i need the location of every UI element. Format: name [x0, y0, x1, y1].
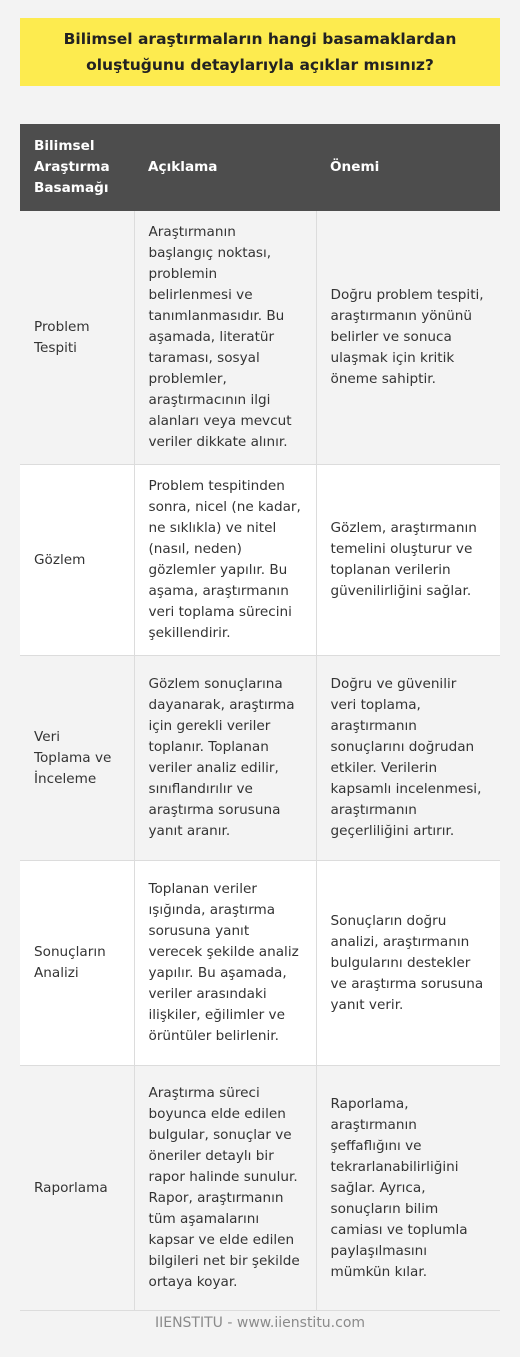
- step-cell: Raporlama: [20, 1066, 134, 1311]
- header-step: Bilimsel Araştırma Basamağı: [20, 124, 134, 211]
- step-cell: Sonuçların Analizi: [20, 861, 134, 1066]
- table-row: [20, 861, 500, 1066]
- importance-cell: Doğru problem tespiti, araştırmanın yönünü belirler ve sonuca ulaşmak için kritik öneme sahiptir.: [316, 211, 500, 465]
- description-cell: Araştırma süreci boyunca elde edilen bulgular, sonuçlar ve öneriler detaylı bir rapor halinde sunulur. Rapor, araştırmanın tüm aşamalarını kapsar ve elde edilen bilgileri net bir şekilde ortaya koyar.: [134, 1066, 316, 1311]
- question-banner: [20, 18, 500, 86]
- table-header-row: [20, 124, 500, 211]
- description-cell: Problem tespitinden sonra, nicel (ne kadar, ne sıklıkla) ve nitel (nasıl, neden) gözlemler yapılır. Bu aşama, araştırmanın veri toplama sürecini şekillendirir.: [134, 465, 316, 656]
- table-row: [20, 465, 500, 656]
- table-row: [20, 211, 500, 465]
- footer-watermark: IIENSTITU - www.iienstitu.com: [154, 1315, 366, 1331]
- description-cell: Gözlem sonuçlarına dayanarak, araştırma için gerekli veriler toplanır. Toplanan veriler analiz edilir, sınıflandırılır ve araştırma sorusuna yanıt aranır.: [134, 656, 316, 861]
- description-cell: Toplanan veriler ışığında, araştırma sorusuna yanıt verecek şekilde analiz yapılır. Bu aşamada, veriler arasındaki ilişkiler, eğilimler ve örüntüler belirlenir.: [134, 861, 316, 1066]
- importance-cell: Raporlama, araştırmanın şeffaflığını ve tekrarlanabilirliğini sağlar. Ayrıca, sonuçların bilim camiası ve toplumla paylaşılmasını mümkün kılar.: [316, 1066, 500, 1311]
- table-row: [20, 1066, 500, 1311]
- question-text: Bilimsel araştırmaların hangi basamaklardan oluştuğunu detaylarıyla açıklar mısınız?: [63, 30, 457, 74]
- header-description: Açıklama: [134, 124, 316, 211]
- importance-cell: Gözlem, araştırmanın temelini oluşturur ve toplanan verilerin güvenilirliğini sağlar.: [316, 465, 500, 656]
- table-row: [20, 656, 500, 861]
- step-cell: Gözlem: [20, 465, 134, 656]
- description-cell: Araştırmanın başlangıç noktası, problemin belirlenmesi ve tanımlanmasıdır. Bu aşamada, literatür taraması, sosyal problemler, araştırmacının ilgi alanları veya mevcut veriler dikkate alınır.: [134, 211, 316, 465]
- step-cell: Veri Toplama ve İnceleme: [20, 656, 134, 861]
- importance-cell: Sonuçların doğru analizi, araştırmanın bulgularını destekler ve araştırma sorusuna yanıt verir.: [316, 861, 500, 1066]
- step-cell: Problem Tespiti: [20, 211, 134, 465]
- research-steps-table: [20, 124, 500, 1311]
- importance-cell: Doğru ve güvenilir veri toplama, araştırmanın sonuçlarını doğrudan etkiler. Verilerin kapsamlı incelenmesi, araştırmanın geçerliliğini artırır.: [316, 656, 500, 861]
- header-importance: Önemi: [316, 124, 500, 211]
